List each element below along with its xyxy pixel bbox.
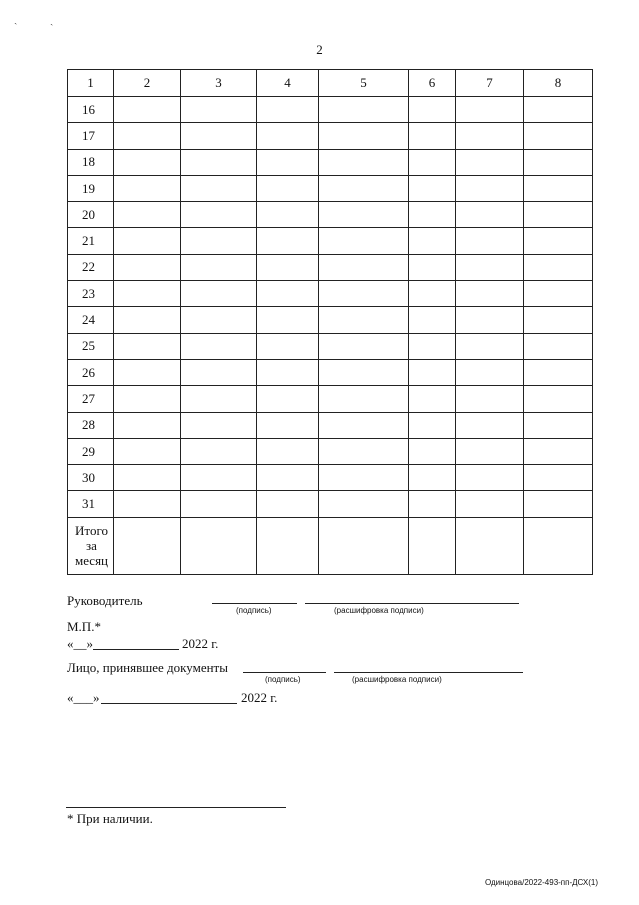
table-cell <box>319 281 409 307</box>
table-cell <box>114 307 181 333</box>
table-cell <box>319 307 409 333</box>
table-cell <box>257 149 319 175</box>
table-row <box>68 123 593 149</box>
table-cell <box>409 333 456 359</box>
table-cell <box>524 307 593 333</box>
date-day: «__» <box>67 636 93 651</box>
transcript-caption: (расшифровка подписи) <box>352 675 442 684</box>
table-row <box>68 175 593 201</box>
director-label: Руководитель <box>67 593 143 608</box>
table-cell <box>319 149 409 175</box>
table-cell <box>257 491 319 517</box>
column-header: 2 <box>114 70 181 97</box>
table-cell <box>456 175 524 201</box>
row-number: 29 <box>68 438 114 464</box>
table-row <box>68 202 593 228</box>
table-cell <box>319 438 409 464</box>
table-cell <box>524 438 593 464</box>
table-row <box>68 386 593 412</box>
table-cell <box>181 149 257 175</box>
table-row <box>68 307 593 333</box>
total-label-line: за <box>86 538 97 554</box>
table-cell <box>409 465 456 491</box>
row-number: 20 <box>68 202 114 228</box>
column-header: 3 <box>181 70 257 97</box>
table-cell <box>114 97 181 123</box>
row-number: 26 <box>68 359 114 385</box>
table-cell <box>114 149 181 175</box>
document-code: Одинцова/2022-493-пп-ДСХ(1) <box>484 878 598 887</box>
table-cell <box>409 386 456 412</box>
table-cell <box>114 281 181 307</box>
row-number: 28 <box>68 412 114 438</box>
table-cell <box>456 254 524 280</box>
table-cell <box>319 175 409 201</box>
table-cell <box>257 333 319 359</box>
table-cell <box>114 228 181 254</box>
row-number: 27 <box>68 386 114 412</box>
table-row <box>68 333 593 359</box>
table-cell <box>409 307 456 333</box>
table-cell <box>319 254 409 280</box>
table-cell <box>409 149 456 175</box>
row-number: 21 <box>68 228 114 254</box>
row-number: 30 <box>68 465 114 491</box>
table-cell <box>409 491 456 517</box>
table-cell <box>319 228 409 254</box>
table-cell <box>319 97 409 123</box>
table-cell <box>409 97 456 123</box>
table-row <box>68 412 593 438</box>
table-cell <box>456 307 524 333</box>
table-cell <box>114 333 181 359</box>
signature-caption: (подпись) <box>236 606 272 615</box>
table-cell <box>257 307 319 333</box>
table-cell <box>181 202 257 228</box>
table-cell <box>319 491 409 517</box>
table-cell <box>524 386 593 412</box>
column-header: 8 <box>524 70 593 97</box>
table-cell <box>524 359 593 385</box>
date-year-2: 2022 г. <box>241 690 278 705</box>
table-row <box>68 254 593 280</box>
table-cell <box>524 491 593 517</box>
table-cell <box>181 97 257 123</box>
row-number: 17 <box>68 123 114 149</box>
table-cell <box>409 412 456 438</box>
table-cell <box>524 517 593 574</box>
table-cell <box>257 228 319 254</box>
table-cell <box>524 333 593 359</box>
table-cell <box>181 333 257 359</box>
table-cell <box>181 386 257 412</box>
table-row <box>68 465 593 491</box>
stamp-label: М.П.* <box>67 619 101 634</box>
table-cell <box>114 517 181 574</box>
date-month-line-2 <box>101 703 237 704</box>
table-cell <box>456 123 524 149</box>
director-signature-line <box>212 603 297 604</box>
table-row <box>68 281 593 307</box>
table-cell <box>257 517 319 574</box>
table-cell <box>456 438 524 464</box>
table-cell <box>524 202 593 228</box>
table-cell <box>524 97 593 123</box>
scan-speck: ˏ <box>50 15 54 26</box>
table-cell <box>114 412 181 438</box>
table-cell <box>114 359 181 385</box>
table-cell <box>257 123 319 149</box>
date-month-line <box>93 649 179 650</box>
table-cell <box>409 123 456 149</box>
receiver-label: Лицо, принявшее документы <box>67 660 228 675</box>
table-cell <box>114 438 181 464</box>
table-row <box>68 491 593 517</box>
row-number: 22 <box>68 254 114 280</box>
table-cell <box>319 386 409 412</box>
table-cell <box>114 202 181 228</box>
table-cell <box>409 202 456 228</box>
table-cell <box>181 491 257 517</box>
table-cell <box>181 438 257 464</box>
table-row <box>68 359 593 385</box>
table-cell <box>456 97 524 123</box>
table-cell <box>181 228 257 254</box>
row-number: 19 <box>68 175 114 201</box>
total-label-line: Итого <box>75 523 108 539</box>
row-number: 25 <box>68 333 114 359</box>
table-cell <box>181 517 257 574</box>
table-cell <box>181 254 257 280</box>
date-day-2: «___» <box>67 690 100 705</box>
total-row <box>68 517 593 574</box>
table-cell <box>524 175 593 201</box>
table-cell <box>257 412 319 438</box>
table-cell <box>319 465 409 491</box>
table-cell <box>114 254 181 280</box>
table-cell <box>114 465 181 491</box>
table-cell <box>409 228 456 254</box>
table-cell <box>114 123 181 149</box>
table-cell <box>456 281 524 307</box>
table-cell <box>181 412 257 438</box>
table-cell <box>456 465 524 491</box>
table-cell <box>409 281 456 307</box>
total-label-line: месяц <box>74 553 109 569</box>
table-cell <box>409 359 456 385</box>
footnote-separator <box>66 807 286 808</box>
table-cell <box>456 491 524 517</box>
table-cell <box>456 412 524 438</box>
header-row <box>68 70 593 97</box>
receiver-transcript-line <box>334 672 523 673</box>
table-cell <box>114 491 181 517</box>
table-cell <box>257 465 319 491</box>
table-cell <box>181 359 257 385</box>
table-cell <box>456 202 524 228</box>
scan-speck: ˎ <box>14 14 18 25</box>
table-cell <box>456 386 524 412</box>
column-header: 6 <box>409 70 456 97</box>
table-cell <box>319 333 409 359</box>
table-cell <box>456 149 524 175</box>
table-row <box>68 438 593 464</box>
table-cell <box>524 254 593 280</box>
total-label <box>68 517 114 574</box>
column-header: 7 <box>456 70 524 97</box>
table-cell <box>257 254 319 280</box>
table-cell <box>257 97 319 123</box>
table-cell <box>409 254 456 280</box>
table-cell <box>257 359 319 385</box>
table-cell <box>456 333 524 359</box>
table-cell <box>257 386 319 412</box>
table-row <box>68 228 593 254</box>
table-cell <box>319 517 409 574</box>
table-cell <box>524 123 593 149</box>
table-cell <box>319 202 409 228</box>
row-number: 18 <box>68 149 114 175</box>
table-cell <box>181 281 257 307</box>
date-year: 2022 г. <box>182 636 219 651</box>
transcript-caption: (расшифровка подписи) <box>334 606 424 615</box>
table-cell <box>114 386 181 412</box>
table-cell <box>319 123 409 149</box>
table-cell <box>319 412 409 438</box>
table-cell <box>456 359 524 385</box>
table-cell <box>181 307 257 333</box>
table-row <box>68 97 593 123</box>
table-cell <box>181 123 257 149</box>
row-number: 16 <box>68 97 114 123</box>
column-header: 1 <box>68 70 114 97</box>
footnote: * При наличии. <box>67 811 153 826</box>
table-row <box>68 149 593 175</box>
table-cell <box>456 517 524 574</box>
table-cell <box>524 412 593 438</box>
table-cell <box>409 438 456 464</box>
table-cell <box>409 175 456 201</box>
table-cell <box>456 228 524 254</box>
receiver-signature-line <box>243 672 326 673</box>
signature-caption: (подпись) <box>265 675 301 684</box>
page-number: 2 <box>316 42 323 57</box>
table-cell <box>181 465 257 491</box>
director-transcript-line <box>305 603 519 604</box>
table-cell <box>257 202 319 228</box>
table-cell <box>524 281 593 307</box>
table-cell <box>524 465 593 491</box>
table-cell <box>319 359 409 385</box>
table-cell <box>524 149 593 175</box>
table-cell <box>257 281 319 307</box>
table-cell <box>114 175 181 201</box>
row-number: 31 <box>68 491 114 517</box>
report-table <box>67 69 593 575</box>
table-cell <box>257 175 319 201</box>
table-cell <box>524 228 593 254</box>
column-header: 5 <box>319 70 409 97</box>
row-number: 23 <box>68 281 114 307</box>
column-header: 4 <box>257 70 319 97</box>
table-cell <box>257 438 319 464</box>
table-cell <box>181 175 257 201</box>
row-number: 24 <box>68 307 114 333</box>
table-cell <box>409 517 456 574</box>
